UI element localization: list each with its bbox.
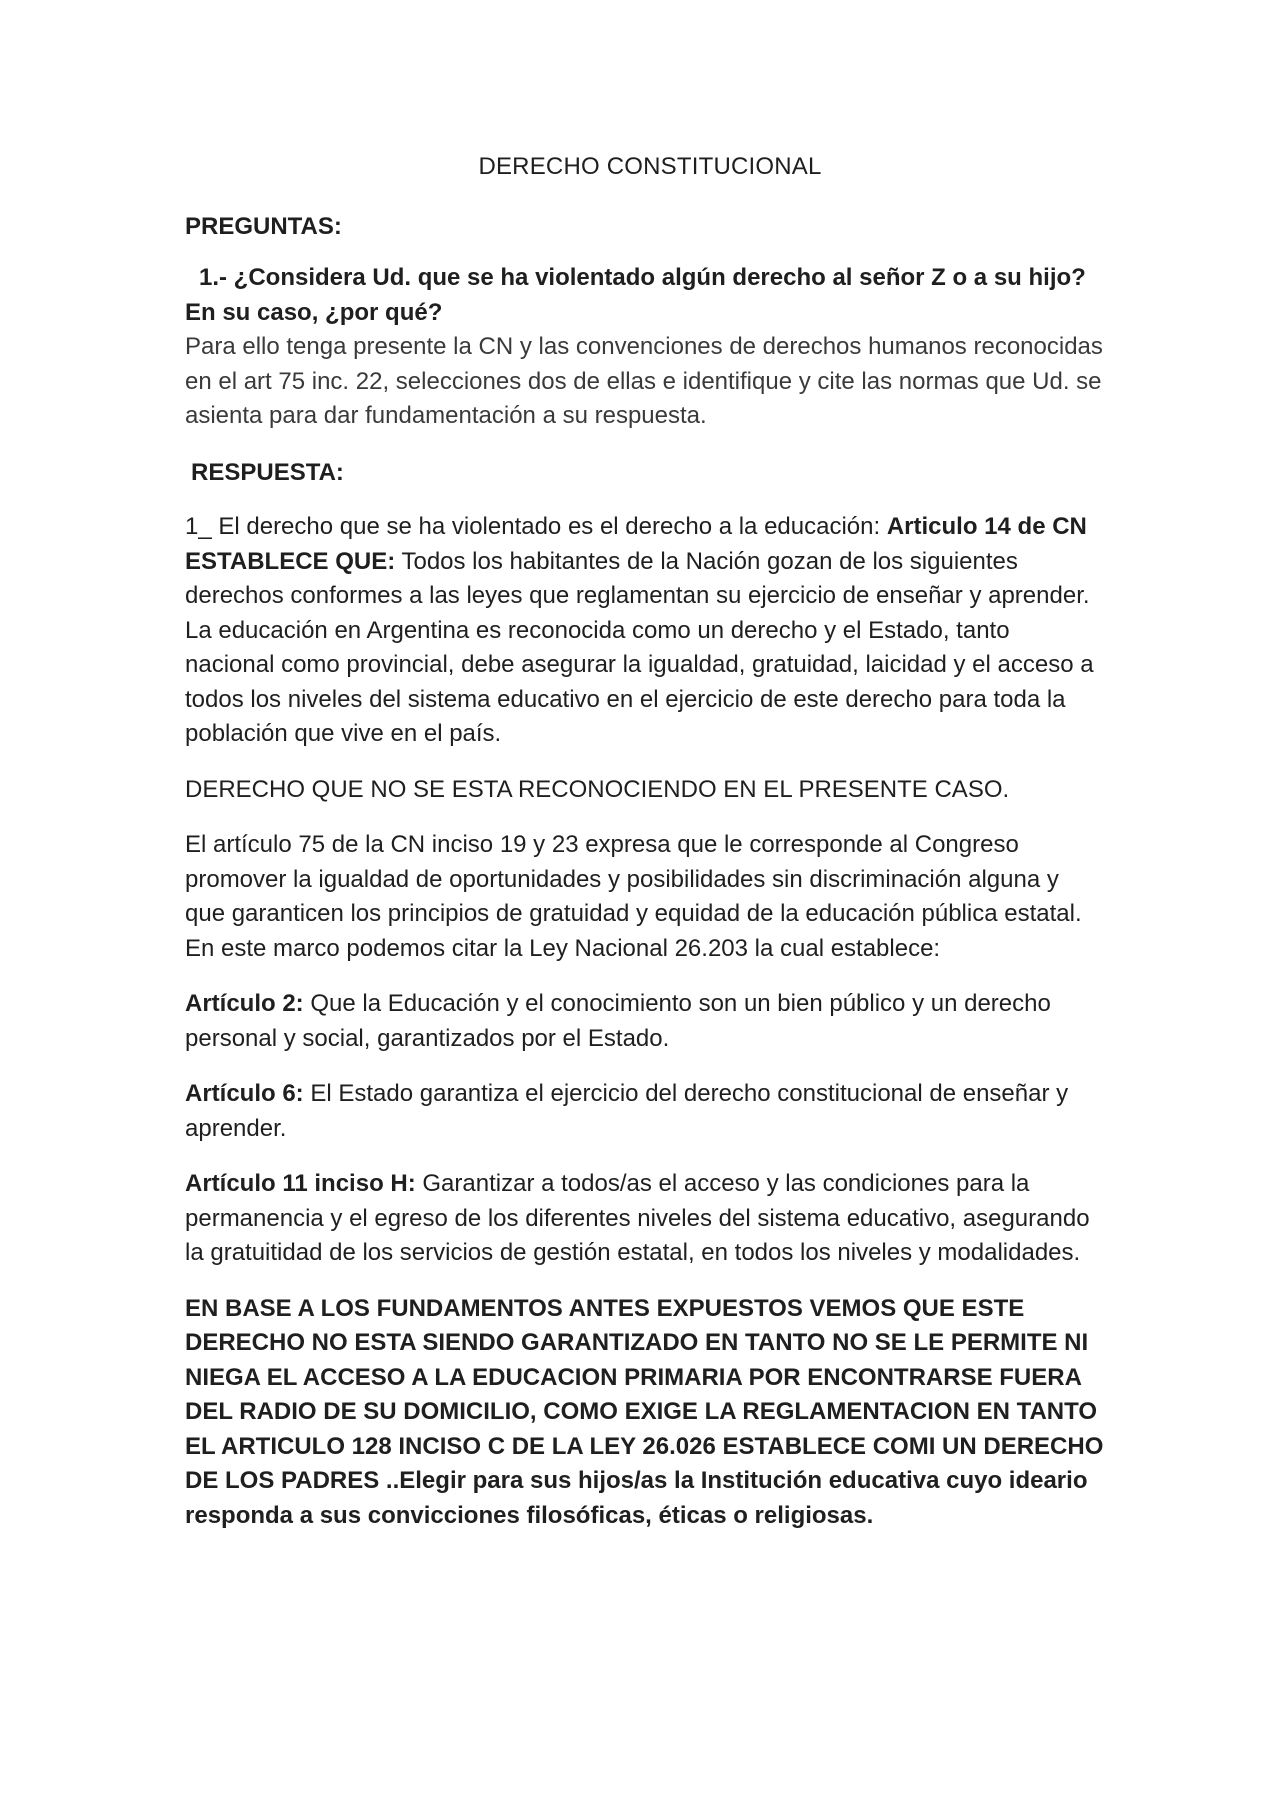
answer-paragraph-2: DERECHO QUE NO SE ESTA RECONOCIENDO EN EL PRESENTE CASO. xyxy=(185,775,1010,803)
articulo-6-label: Artículo 6: xyxy=(185,1080,304,1107)
articulo-14-label: Articulo 14 de CN ESTABLECE QUE: xyxy=(185,513,1087,575)
articulo-6-text: El Estado garantiza el ejercicio del derecho constitucional de enseñar y aprender. xyxy=(185,1080,1069,1142)
articulo-11-label: Artículo 11 inciso H: xyxy=(185,1170,416,1197)
document-page xyxy=(185,150,1105,1554)
articulo-2-paragraph xyxy=(185,987,1105,1056)
question-1-body: Para ello tenga presente la CN y las convenciones de derechos humanos reconocidas en el art 75 inc. 22, selecciones dos de ellas e identifique y cite las normas que Ud. se asienta para dar fundamentación a su respuesta. xyxy=(185,333,1103,429)
questions-heading: PREGUNTAS: xyxy=(185,212,342,240)
question-1-prompt: 1.- ¿Considera Ud. que se ha violentado algún derecho al señor Z o a su hijo? En su caso, ¿por qué? xyxy=(185,264,1086,326)
articulo-11-text: Garantizar a todos/as el acceso y las condiciones para la permanencia y el egreso de los diferentes niveles del sistema educativo, asegurando la gratuitidad de los servicios de gestión estatal, en todos los niveles y modalidades. xyxy=(185,1170,1090,1266)
conclusion-paragraph: EN BASE A LOS FUNDAMENTOS ANTES EXPUESTOS VEMOS QUE ESTE DERECHO NO ESTA SIENDO GARANTIZADO EN TANTO NO SE LE PERMITE NI NIEGA EL ACCESO A LA EDUCACION PRIMARIA POR ENCONTRARSE FUERA DEL RADIO DE SU DOMICILIO, COMO EXIGE LA REGLAMENTACION EN TANTO EL ARTICULO 128 INCISO C DE LA LEY 26.026 ESTABLECE COMI UN DERECHO DE LOS PADRES ..Elegir para sus hijos/as la Institución educativa cuyo ideario responda a sus convicciones filosóficas, éticas o religiosas. xyxy=(185,1294,1104,1529)
answer-paragraph-1-intro: 1_ El derecho que se ha violentado es el derecho a la educación: xyxy=(185,513,887,540)
answer-paragraph-3: El artículo 75 de la CN inciso 19 y 23 expresa que le corresponde al Congreso promover la igualdad de oportunidades y posibilidades sin discriminación alguna y que garanticen los principios de gratuidad y equidad de la educación pública estatal. En este marco podemos citar la Ley Nacional 26.203 la cual establece: xyxy=(185,831,1082,962)
document-title: DERECHO CONSTITUCIONAL xyxy=(478,153,822,180)
articulo-2-text: Que la Educación y el conocimiento son un bien público y un derecho personal y social, garantizados por el Estado. xyxy=(185,990,1051,1052)
articulo-2-label: Artículo 2: xyxy=(185,990,304,1017)
answer-heading: RESPUESTA: xyxy=(191,458,344,486)
articulo-6-paragraph xyxy=(185,1077,1105,1146)
articulo-11-paragraph xyxy=(185,1167,1105,1271)
answer-paragraph-1 xyxy=(185,510,1105,752)
answer-paragraph-1-text: Todos los habitantes de la Nación gozan de los siguientes derechos conformes a las leyes que reglamentan su ejercicio de enseñar y aprender. La educación en Argentina es reconocida como un derecho y el Estado, tanto nacional como provincial, debe asegurar la igualdad, gratuidad, laicidad y el acceso a todos los niveles del sistema educativo en el ejercicio de este derecho para toda la población que vive en el país. xyxy=(185,547,1094,747)
